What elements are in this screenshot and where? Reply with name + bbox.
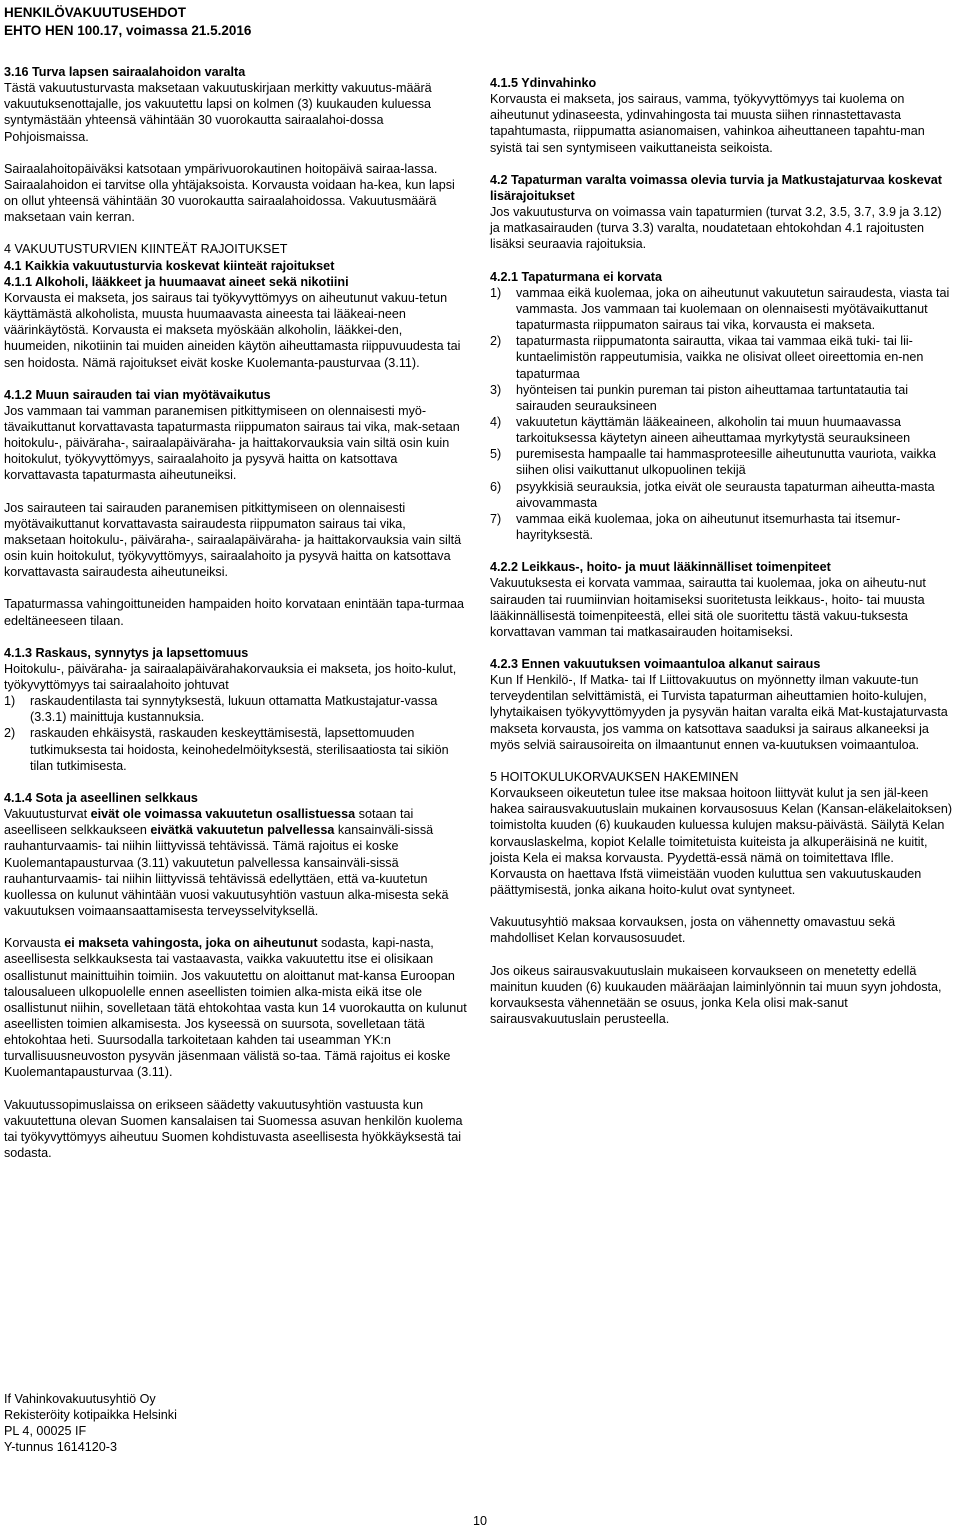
left-column [4, 64, 468, 1161]
section-4-2-heading: 4.2 Tapaturman varalta voimassa olevia turvia ja Matkustajaturvaa koskevat lisärajoitukset [490, 172, 942, 203]
section-4-2-2-heading: 4.2.2 Leikkaus-, hoito- ja muut lääkinnälliset toimenpiteet [490, 560, 831, 575]
list-item: 6) psyykkisiä seurauksia, jotka eivät ole seurausta tapaturman aiheutta-masta aivovammasta [490, 479, 935, 510]
section-4-1-4-heading: 4.1.4 Sota ja aseellinen selkkaus [4, 790, 198, 805]
section-4-1-2-paragraph: Jos vammaan tai vamman paranemisen pitkittymiseen on olennaisesti myö-tävaikuttanut korvattavasta tapaturmasta riippumaton sairaus tai vika, mak-setaan hoitokulu-, päiväraha-, sairaalapäiväraha- ja haittakorvauksia vain siltä osin kuin hoitokulut, työkyvyttömyys, sairaalahoito ja pysyvä haitta on katsottava korvattavasta tapaturmasta aiheutuneiksi. [4, 403, 460, 483]
company-footer [4, 1391, 177, 1455]
section-4-2-1-list [490, 285, 954, 544]
section-4-2-2-paragraph: Vakuutuksesta ei korvata vammaa, sairautta tai kuolemaa, joka on aiheutu-nut sairauden tai ruumiinvian hoitamiseksi suoritetusta leikkaus-, hoito- tai muusta lääkinnällisestä toimenpiteestä, ellei sitä ole suoritettu tästä vakuu-tuksesta korvattavan vamman tai matkasairauden hoitamiseksi. [490, 576, 926, 639]
section-4-1-4-paragraph: Korvausta ei makseta vahingosta, joka on aiheutunut sodasta, kapi-nasta, aseellisesta selkkauksesta tai vastaavasta, vaikka vakuutettu itse ei olisikaan osallistunut mainittuihin toimiin. Jos vakuutettu on aloittanut mat-kansa Euroopan talousalueen ulkopuolelle ennen aseellisten toimien alka-mista eikä itse ole osallistunut niihin, sovelletaan tätä ehtokohtaa vasta kun 14 vuorokautta on kulunut aseellisten toimien alkamisesta. Jos kyseessä on suursota, sovelletaan tätä ehtokohtaa heti. Suursodalla tarkoitetaan kahden tai useamman YK:n turvallisuusneuvoston pysyvän jäsenmaan välistä so-taa. Tämä rajoitus ei koske Kuolemantapausturvaa (3.11). [4, 936, 467, 1080]
section-4-2-1-heading: 4.2.1 Tapaturmana ei korvata [490, 269, 662, 284]
list-item: 1) vammaa eikä kuolemaa, joka on aiheutunut vakuutetun sairaudesta, viasta tai vammasta. Jos vammaan tai kuolemaan on olennaisesti myötävaikuttanut tapaturmasta riippumaton sairaus tai vika, korvausta ei makseta. [490, 285, 950, 333]
section-5-heading: 5 HOITOKULUKORVAUKSEN HAKEMINEN [490, 769, 739, 784]
section-4-1-2-heading: 4.1.2 Muun sairauden tai vian myötävaikutus [4, 387, 271, 402]
section-3-16-paragraph: Tästä vakuutusturvasta maksetaan vakuutuskirjaan merkitty vakuutus-määrä vakuutuksenottajalle, jos vakuutettu lapsi on kolmen (3) kuukauden kuluessa syntymästään yhteensä vähintään 30 vuorokautta sairaalahoi-dossa Pohjoismaissa. [4, 81, 432, 144]
section-5-paragraph: Jos oikeus sairausvakuutuslain mukaiseen korvaukseen on menetetty edellä mainitun kuuden (6) kuukauden määräajan laiminlyönnin tai muun syyn johdosta, korvauksesta vähennetään se osuus, jonka Kela olisi mak-sanut sairausvakuutuslain perusteella. [490, 963, 942, 1026]
section-4-1-heading: 4.1 Kaikkia vakuutusturvia koskevat kiinteät rajoitukset [4, 258, 335, 273]
section-4-1-2-paragraph: Jos sairauteen tai sairauden paranemisen pitkittymiseen on olennaisesti myötävaikuttanut korvattavasta sairaudesta riippumaton sairaus tai vika, maksetaan hoitokulu-, päiväraha-, sairaalapäiväraha- ja haittakorvauksia vain siltä osin kuin hoitokulut, työkyvyttömyys, sairaalahoito ja pysyvä haitta on katsottava korvattavasta sairaudesta aiheutuneiksi. [4, 500, 462, 580]
section-3-16-heading: 3.16 Turva lapsen sairaalahoidon varalta [4, 65, 246, 79]
section-4-1-1-paragraph: Korvausta ei makseta, jos sairaus tai työkyvyttömyys on aiheutunut vakuu-tetun käyttämästä alkoholista, muusta huumaavasta aineesta tai lääkeai-neen väärinkäytöstä. Korvausta ei makseta myöskään alkoholin, lääkkei-den, huumeiden, nikotiinin tai muiden aineiden käytön aiheuttamasta riippuvuudesta tai sen hoidosta. Nämä rajoitukset eivät koske Kuolemanta-pausturvaa (3.11). [4, 290, 461, 370]
right-column [490, 75, 954, 1027]
list-item: 1) raskaudentilasta tai synnytyksestä, lukuun ottamatta Matkustajatur-vassa (3.3.1) mainittuja kustannuksia. [4, 694, 438, 725]
section-4-2-3-paragraph: Kun If Henkilö-, If Matka- tai If Liittovakuutus on myönnetty ilman vakuute-tun terveydentilan selvittämistä, ei Turvista tapaturman aiheuttamien hoito-kulujen, lyhytaikaisen työkyvyttömyyden ja pysyvän haitan varalta eikä Mat-kustajaturvasta makseta korvausta, jos vamma on katsottava saaduksi ja sairaus alkaneeksi ja myös selviä sairausoireita on ilmaantunut ennen va-kuutuksen voimaantuloa. [490, 673, 948, 752]
page-number: 10 [472, 1514, 487, 1528]
list-item: 2) raskauden ehkäisystä, raskauden keskeyttämisestä, lapsettomuuden tutkimuksesta tai hoidosta, keinohedelmöityksestä, sterilisaatiosta tai sikiön tilan tutkimisesta. [4, 726, 449, 773]
document-subtitle: EHTO HEN 100.17, voimassa 21.5.2016 [4, 23, 252, 38]
section-4-heading: 4 VAKUUTUSTURVIEN KIINTEÄT RAJOITUKSET [4, 242, 288, 257]
list-item: 7) vammaa eikä kuolemaa, joka on aiheutunut itsemurhasta tai itsemur-hayrityksestä. [490, 511, 901, 543]
section-4-1-3-paragraph: Hoitokulu-, päiväraha- ja sairaalapäivärahakorvauksia ei makseta, jos hoito-kulut, työkyvyttömyys tai sairaalahoito johtuvat [4, 661, 457, 692]
document-header [4, 4, 251, 40]
section-4-1-3-list [4, 693, 468, 774]
list-item: 5) puremisesta hampaalle tai hammasproteesille aiheutunutta vauriota, vaikka siihen olisi vaikuttanut ulkopuolinen tekijä [490, 447, 937, 478]
section-4-1-5-paragraph: Korvausta ei makseta, jos sairaus, vamma, työkyvyttömyys tai kuolema on aiheutunut ydinaseesta, ydinvahingosta tai muusta siihen rinnastettavasta tapahtumasta, riippumatta asianomaisen, vahinkoa aiheuttaneen tapahtu-man syistä tai sen syntymiseen vaikuttaneista seikoista. [490, 92, 925, 155]
footer-business-id: Y-tunnus 1614120-3 [4, 1440, 117, 1454]
list-item: 4) vakuutetun käyttämän lääkeaineen, alkoholin tai muun huumaavassa tarkoituksessa käytetyn aineen aiheuttamaa myrkytystä seurauksineen [490, 414, 911, 446]
section-5-paragraph: Korvaukseen oikeutetun tulee itse maksaa hoitoon liittyvät kulut ja sen jäl-keen hakea sairausvakuutuslain mukainen korvausosuus Kelan (Kansan-eläkelaitoksen) toimistolta kuuden (6) kuukauden kuluessa kulujen maksu-päivästä. Säilytä Kelan korvauslaskelma, kopiot Kelalle toimitetuista kuiteista ja alkuperäisinä ne kuitit, joista Kela ei maksa korvausta. Pyydettä-essä nämä on toimitettava Iflle. Korvausta on haettava Ifstä viimeistään vuoden kuluttua sen vakuutuskauden päättymisestä, jonka aikana hoito-kulut ovat syntyneet. [490, 786, 953, 898]
document-title: HENKILÖVAKUUTUSEHDOT [4, 5, 186, 20]
section-4-2-3-heading: 4.2.3 Ennen vakuutuksen voimaantuloa alkanut sairaus [490, 657, 821, 671]
footer-company-name: If Vahinkovakuutusyhtiö Oy [4, 1392, 156, 1406]
section-4-1-5-heading: 4.1.5 Ydinvahinko [490, 76, 597, 90]
footer-postal-address: PL 4, 00025 IF [4, 1424, 87, 1438]
section-4-1-1-heading: 4.1.1 Alkoholi, lääkkeet ja huumaavat aineet sekä nikotiini [4, 274, 349, 289]
section-3-16-paragraph: Sairaalahoitopäiväksi katsotaan ympärivuorokautinen hoitopäivä sairaa-lassa. Sairaalahoidon ei tarvitse olla yhtäjaksoista. Korvausta voidaan ha-kea, kun lapsi on ollut yhteensä vähintään 30 vuorokautta sairaalahoidossa. Vakuutusmäärä maksetaan vain kerran. [4, 161, 455, 225]
footer-registered-office: Rekisteröity kotipaikka Helsinki [4, 1408, 177, 1422]
section-4-1-4-paragraph: Vakuutusturvat eivät ole voimassa vakuutetun osallistuessa sotaan tai aseelliseen selkkaukseen eivätkä vakuutetun palvellessa kansainväli-sissä rauhanturvaamis- tai niihin liittyvissä tehtävissä. Tämä rajoitus ei koske Kuolemantapausturvaa (3.11) vakuutetun palvellessa kansainväli-sissä rauhanturvaamis- tai niihin liittyvissä tehtävissä edellyttäen, että va-kuutetun kuollessa on kulunut vähintään vuosi vakuutusyhtiön vastuun alka-misesta sekä vakuutuksen voimaansaattamisesta terveysselvityksellä. [4, 807, 449, 919]
list-item: 2) tapaturmasta riippumatonta sairautta, vikaa tai vammaa eikä tuki- tai lii-kuntaelimistön rappeutumisia, vaikka ne olisivat olleet oireettomia en-nen tapaturmaa [490, 334, 924, 381]
section-5-paragraph: Vakuutusyhtiö maksaa korvauksen, josta on vähennetty omavastuu sekä mahdolliset Kelan korvausosuudet. [490, 915, 896, 946]
section-4-1-3-heading: 4.1.3 Raskaus, synnytys ja lapsettomuus [4, 645, 249, 660]
section-4-2-paragraph: Jos vakuutusturva on voimassa vain tapaturmien (turvat 3.2, 3.5, 3.7, 3.9 ja 3.12) ja matkasairauden (turva 3.3) varalta, noudatetaan ehtokohdan 4.1 rajoitusten lisäksi seuraavia rajoituksia. [490, 205, 942, 252]
section-4-1-2-paragraph: Tapaturmassa vahingoittuneiden hampaiden hoito korvataan enintään tapa-turmaa edeltäneeseen tilaan. [4, 597, 464, 628]
list-item: 3) hyönteisen tai punkin pureman tai piston aiheuttamaa tartuntatautia tai sairauden seurauksineen [490, 382, 909, 413]
section-4-1-4-paragraph: Vakuutussopimuslaissa on erikseen säädetty vakuutusyhtiön vastuusta kun vakuutettuna olevan Suomen kansalaisen tai Suomessa asuvan henkilön kuolema tai työkyvyttömyys aiheutuu Suomen kohdistuvasta aseellisesta hyökkäyksestä tai sodasta. [4, 1097, 463, 1161]
